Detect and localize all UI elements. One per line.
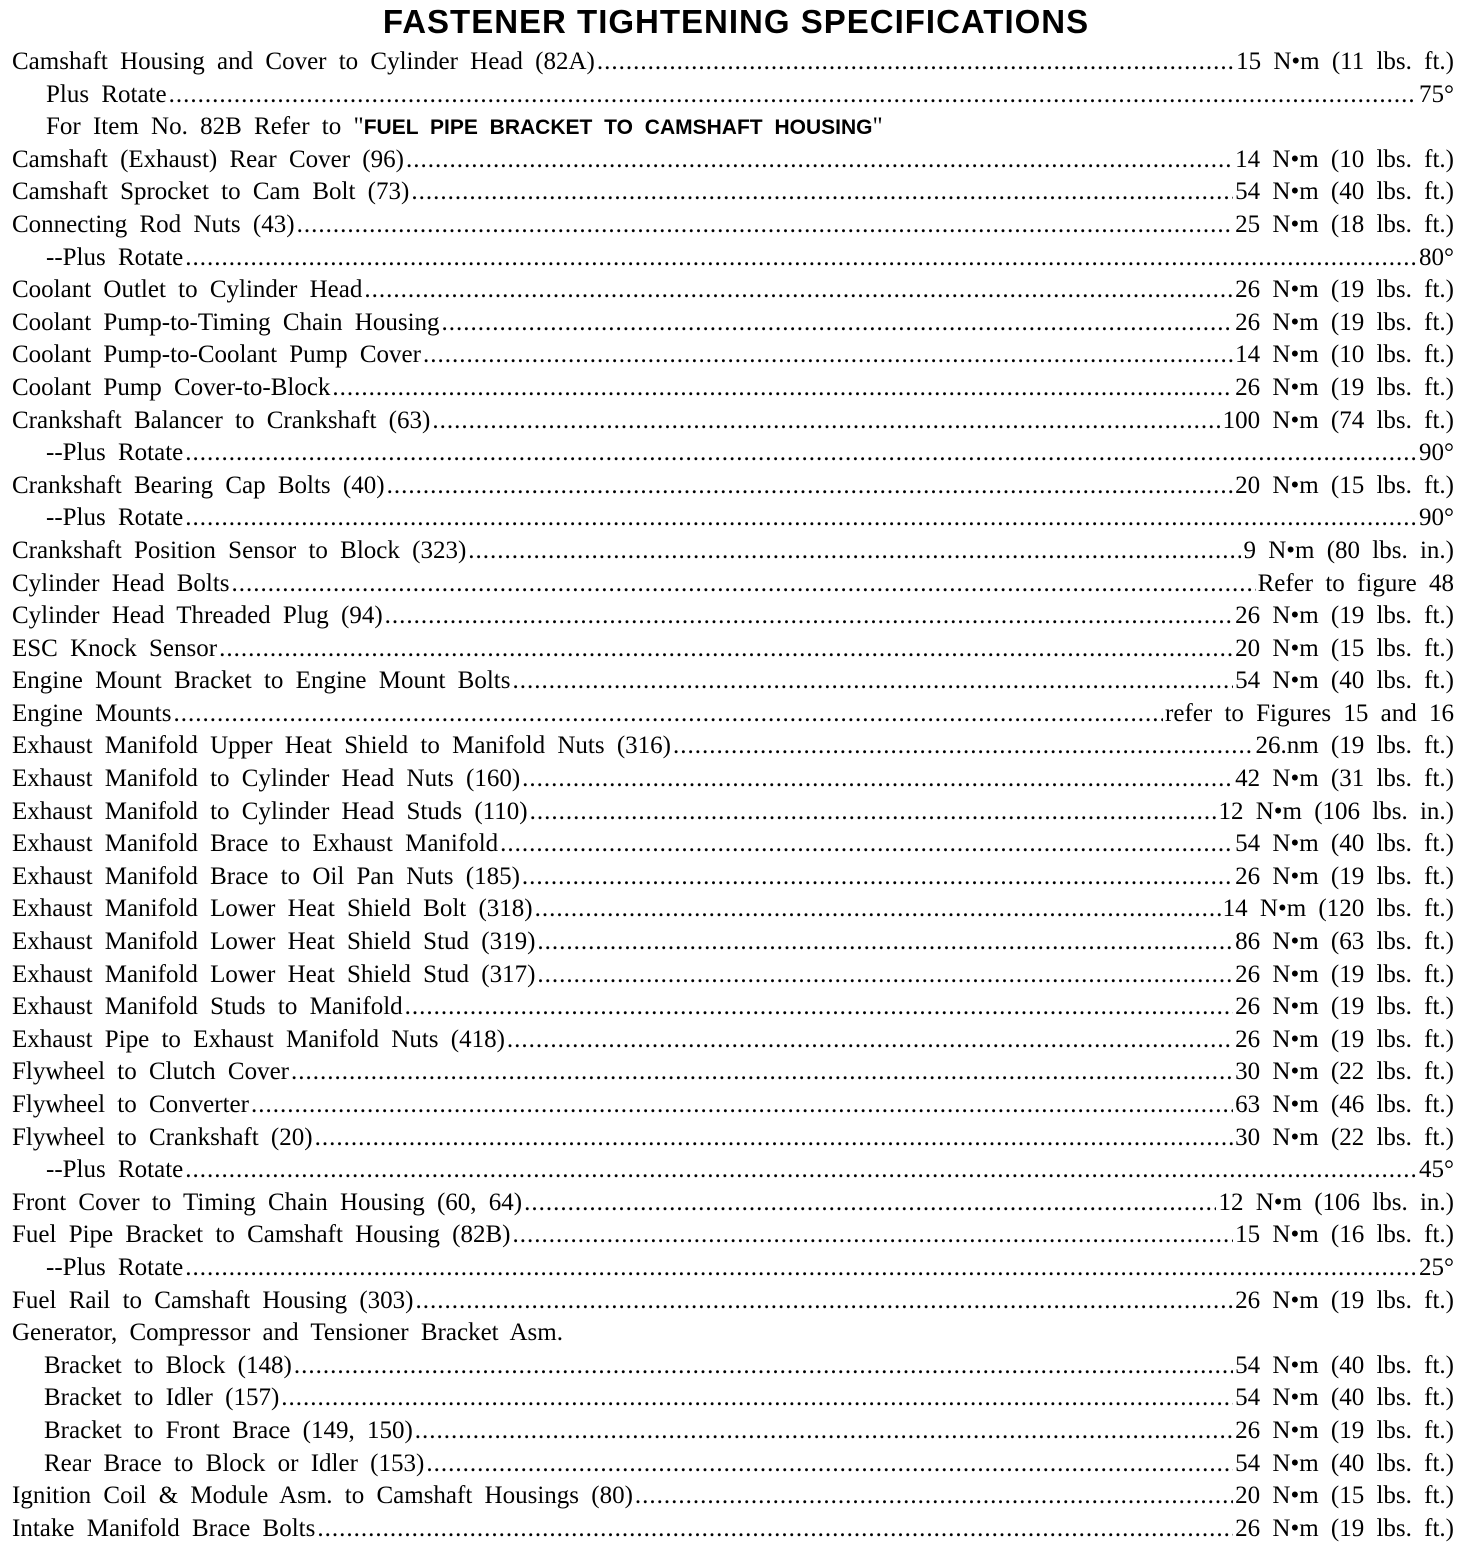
dot-leader	[468, 535, 1241, 567]
spec-value: 42 N•m (31 lbs. ft.)	[1235, 765, 1454, 793]
spec-row	[12, 1252, 1454, 1285]
dot-leader	[512, 665, 1233, 697]
spec-value: 26 N•m (19 lbs. ft.)	[1235, 308, 1454, 336]
spec-label: Camshaft Sprocket to Cam Bolt (73)	[12, 178, 410, 206]
spec-label: --Plus Rotate	[46, 504, 184, 532]
spec-row	[12, 1448, 1454, 1481]
dot-leader	[185, 502, 1417, 534]
spec-label: Bracket to Front Brace (149, 150)	[44, 1416, 413, 1444]
spec-label: Rear Brace to Block or Idler (153)	[44, 1449, 425, 1477]
spec-row	[12, 1024, 1454, 1057]
dot-leader	[185, 1154, 1417, 1186]
spec-label: --Plus Rotate	[46, 1156, 184, 1184]
spec-value: 30 N•m (22 lbs. ft.)	[1235, 1123, 1454, 1151]
spec-value: 54 N•m (40 lbs. ft.)	[1235, 1449, 1454, 1477]
spec-label: Flywheel to Converter	[12, 1091, 249, 1118]
dot-leader	[597, 46, 1234, 78]
dot-leader	[535, 893, 1221, 925]
dot-leader	[173, 698, 1163, 730]
spec-row	[12, 1089, 1454, 1122]
spec-label: Plus Rotate	[46, 80, 167, 108]
spec-value: 54 N•m (40 lbs. ft.)	[1235, 830, 1454, 858]
dot-leader	[426, 1448, 1233, 1480]
dot-leader	[291, 1056, 1233, 1088]
spec-value: 26 N•m (19 lbs. ft.)	[1235, 960, 1454, 988]
spec-value: 15 N•m (16 lbs. ft.)	[1235, 1221, 1454, 1249]
spec-row	[12, 144, 1454, 177]
dot-leader	[294, 1350, 1233, 1382]
spec-row	[12, 730, 1454, 763]
spec-label: Crankshaft Balancer to Crankshaft (63)	[12, 406, 431, 434]
spec-label: Exhaust Pipe to Exhaust Manifold Nuts (418)	[12, 1025, 505, 1053]
spec-label: Exhaust Manifold Upper Heat Shield to Manifold Nuts (316)	[12, 732, 672, 760]
spec-label: --Plus Rotate	[46, 243, 184, 271]
spec-row	[12, 698, 1454, 731]
dot-leader	[385, 600, 1233, 632]
dot-leader	[522, 763, 1233, 795]
spec-value: 100 N•m (74 lbs. ft.)	[1222, 406, 1454, 434]
spec-row	[12, 437, 1454, 470]
spec-label: Exhaust Manifold Studs to Manifold	[12, 993, 403, 1021]
spec-value: 25°	[1419, 1253, 1454, 1281]
spec-row	[12, 796, 1454, 829]
spec-value: refer to Figures 15 and 16	[1165, 699, 1454, 727]
spec-label: Camshaft Housing and Cover to Cylinder Head (82A)	[12, 48, 595, 75]
spec-row	[12, 1219, 1454, 1252]
dot-leader	[185, 437, 1417, 469]
spec-value: 26.nm (19 lbs. ft.)	[1255, 732, 1454, 760]
spec-value: 26 N•m (19 lbs. ft.)	[1235, 276, 1454, 304]
dot-leader	[332, 372, 1233, 404]
spec-label: Camshaft (Exhaust) Rear Cover (96)	[12, 145, 404, 173]
spec-row	[12, 111, 1454, 144]
spec-label: Exhaust Manifold to Cylinder Head Nuts (160)	[12, 765, 521, 793]
spec-row	[12, 763, 1454, 796]
spec-label: Engine Mount Bracket to Engine Mount Bolts	[12, 667, 511, 695]
dot-leader	[522, 861, 1233, 893]
spec-value: 14 N•m (10 lbs. ft.)	[1235, 145, 1454, 173]
spec-label-text: For Item No. 82B Refer to "	[46, 113, 364, 141]
dot-leader	[232, 568, 1256, 600]
spec-value: 12 N•m (106 lbs. in.)	[1218, 1188, 1454, 1216]
spec-label: Coolant Pump Cover-to-Block	[12, 373, 331, 401]
dot-leader	[406, 144, 1233, 176]
spec-row	[12, 1154, 1454, 1187]
spec-label: Generator, Compressor and Tensioner Bracket Asm.	[12, 1319, 563, 1347]
spec-label: Crankshaft Bearing Cap Bolts (40)	[12, 471, 385, 499]
dot-leader	[416, 1285, 1234, 1317]
dot-leader	[415, 1415, 1233, 1447]
dot-leader	[219, 633, 1233, 665]
spec-label: Exhaust Manifold Brace to Oil Pan Nuts (185)	[12, 862, 520, 890]
spec-row	[12, 405, 1454, 438]
spec-value: 12 N•m (106 lbs. in.)	[1218, 797, 1454, 825]
spec-row	[12, 79, 1454, 112]
dot-leader	[432, 405, 1220, 437]
spec-label: Flywheel to Clutch Cover	[12, 1058, 289, 1086]
spec-value: 20 N•m (15 lbs. ft.)	[1235, 634, 1454, 662]
dot-leader	[297, 209, 1234, 241]
dot-leader	[251, 1089, 1233, 1121]
spec-label: Exhaust Manifold Lower Heat Shield Bolt (318)	[12, 895, 533, 923]
spec-row	[12, 372, 1454, 405]
spec-value: 26 N•m (19 lbs. ft.)	[1235, 1025, 1454, 1053]
spec-label: Ignition Coil & Module Asm. to Camshaft Housings (80)	[12, 1482, 633, 1510]
dot-leader	[317, 1513, 1233, 1545]
spec-row	[12, 893, 1454, 926]
spec-value: 9 N•m (80 lbs. in.)	[1243, 536, 1454, 564]
spec-label-end: "	[872, 113, 883, 141]
spec-label: Engine Mounts	[12, 699, 172, 727]
spec-row	[12, 535, 1454, 568]
spec-label: Bracket to Idler (157)	[44, 1384, 280, 1412]
spec-value: 26 N•m (19 lbs. ft.)	[1235, 1416, 1454, 1444]
spec-row	[12, 926, 1454, 959]
spec-value: Refer to figure 48	[1257, 569, 1454, 597]
spec-row	[12, 1382, 1454, 1415]
spec-row	[12, 959, 1454, 992]
dot-leader	[537, 959, 1233, 991]
spec-label: Cylinder Head Threaded Plug (94)	[12, 602, 383, 630]
spec-value: 54 N•m (40 lbs. ft.)	[1235, 178, 1454, 206]
spec-value: 25 N•m (18 lbs. ft.)	[1235, 210, 1454, 238]
dot-leader	[635, 1480, 1233, 1512]
spec-label: Fuel Rail to Camshaft Housing (303)	[12, 1286, 414, 1314]
spec-label: --Plus Rotate	[46, 439, 184, 467]
spec-row	[12, 274, 1454, 307]
spec-row	[12, 665, 1454, 698]
spec-row	[12, 1122, 1454, 1155]
spec-row	[12, 242, 1454, 275]
spec-value: 26 N•m (19 lbs. ft.)	[1235, 602, 1454, 630]
dot-leader	[169, 79, 1417, 111]
spec-value: 20 N•m (15 lbs. ft.)	[1235, 1482, 1454, 1510]
dot-leader	[500, 828, 1233, 860]
spec-list	[12, 46, 1454, 1545]
spec-label: Coolant Pump-to-Coolant Pump Cover	[12, 341, 421, 369]
dot-leader	[185, 242, 1417, 274]
spec-value: 14 N•m (10 lbs. ft.)	[1235, 341, 1454, 369]
spec-value: 54 N•m (40 lbs. ft.)	[1235, 1384, 1454, 1412]
spec-label: Intake Manifold Brace Bolts	[12, 1514, 316, 1542]
spec-row	[12, 1350, 1454, 1383]
spec-row	[12, 1285, 1454, 1318]
spec-value: 90°	[1419, 439, 1454, 467]
spec-row	[12, 861, 1454, 894]
spec-value: 26 N•m (19 lbs. ft.)	[1235, 373, 1454, 401]
spec-value: 20 N•m (15 lbs. ft.)	[1235, 471, 1454, 499]
spec-row	[12, 1480, 1454, 1513]
spec-label: Flywheel to Crankshaft (20)	[12, 1123, 313, 1151]
spec-value: 54 N•m (40 lbs. ft.)	[1235, 1351, 1454, 1379]
dot-leader	[442, 307, 1234, 339]
spec-label: Bracket to Block (148)	[44, 1351, 292, 1379]
spec-value: 75°	[1419, 80, 1454, 108]
dot-leader	[673, 730, 1253, 762]
spec-value: 80°	[1419, 243, 1454, 271]
spec-label: Exhaust Manifold Lower Heat Shield Stud (317)	[12, 960, 536, 988]
spec-row	[12, 600, 1454, 633]
spec-label: Connecting Rod Nuts (43)	[12, 210, 295, 238]
spec-value: 14 N•m (120 lbs. ft.)	[1222, 895, 1454, 923]
spec-row	[12, 1513, 1454, 1546]
spec-row	[12, 1317, 1454, 1350]
dot-leader	[185, 1252, 1417, 1284]
spec-label: Coolant Outlet to Cylinder Head	[12, 276, 363, 304]
spec-value: 26 N•m (19 lbs. ft.)	[1235, 862, 1454, 890]
spec-value: 86 N•m (63 lbs. ft.)	[1235, 928, 1454, 956]
spec-value: 54 N•m (40 lbs. ft.)	[1235, 667, 1454, 695]
spec-label-bold: FUEL PIPE BRACKET TO CAMSHAFT HOUSING	[363, 116, 873, 140]
spec-row	[12, 209, 1454, 242]
page-title: FASTENER TIGHTENING SPECIFICATIONS	[382, 3, 1090, 40]
spec-row	[12, 1056, 1454, 1089]
spec-value: 15 N•m (11 lbs. ft.)	[1236, 48, 1454, 75]
dot-leader	[411, 176, 1233, 208]
spec-label	[12, 111, 883, 144]
dot-leader	[364, 274, 1233, 306]
spec-label: Fuel Pipe Bracket to Camshaft Housing (82B)	[12, 1221, 511, 1249]
dot-leader	[530, 796, 1217, 828]
spec-value: 90°	[1419, 504, 1454, 532]
spec-row	[12, 828, 1454, 861]
spec-value: 30 N•m (22 lbs. ft.)	[1235, 1058, 1454, 1086]
spec-row	[12, 1415, 1454, 1448]
dot-leader	[512, 1219, 1233, 1251]
spec-value: 26 N•m (19 lbs. ft.)	[1235, 1514, 1454, 1542]
spec-row	[12, 176, 1454, 209]
dot-leader	[507, 1024, 1233, 1056]
spec-label: Exhaust Manifold to Cylinder Head Studs (110)	[12, 797, 528, 825]
spec-row	[12, 339, 1454, 372]
spec-label: Cylinder Head Bolts	[12, 569, 230, 597]
spec-row	[12, 502, 1454, 535]
spec-label: --Plus Rotate	[46, 1253, 184, 1281]
spec-value: 26 N•m (19 lbs. ft.)	[1235, 993, 1454, 1021]
spec-row	[12, 470, 1454, 503]
spec-label: Exhaust Manifold Lower Heat Shield Stud (319)	[12, 928, 536, 956]
spec-label: Crankshaft Position Sensor to Block (323)	[12, 536, 467, 564]
spec-row	[12, 46, 1454, 79]
dot-leader	[423, 339, 1233, 371]
dot-leader	[315, 1122, 1234, 1154]
spec-row	[12, 1187, 1454, 1220]
dot-leader	[537, 926, 1233, 958]
dot-leader	[387, 470, 1234, 502]
spec-row	[12, 991, 1454, 1024]
dot-leader	[524, 1187, 1216, 1219]
spec-value: 26 N•m (19 lbs. ft.)	[1235, 1286, 1454, 1314]
spec-label: Exhaust Manifold Brace to Exhaust Manifold	[12, 830, 499, 858]
dot-leader	[405, 991, 1233, 1023]
spec-row	[12, 568, 1454, 601]
spec-label: Coolant Pump-to-Timing Chain Housing	[12, 308, 440, 336]
spec-value: 63 N•m (46 lbs. ft.)	[1235, 1091, 1454, 1118]
spec-label: Front Cover to Timing Chain Housing (60, 64)	[12, 1188, 523, 1216]
spec-row	[12, 633, 1454, 666]
dot-leader	[281, 1382, 1233, 1414]
spec-value: 45°	[1419, 1156, 1454, 1184]
spec-label: ESC Knock Sensor	[12, 634, 218, 662]
spec-row	[12, 307, 1454, 340]
